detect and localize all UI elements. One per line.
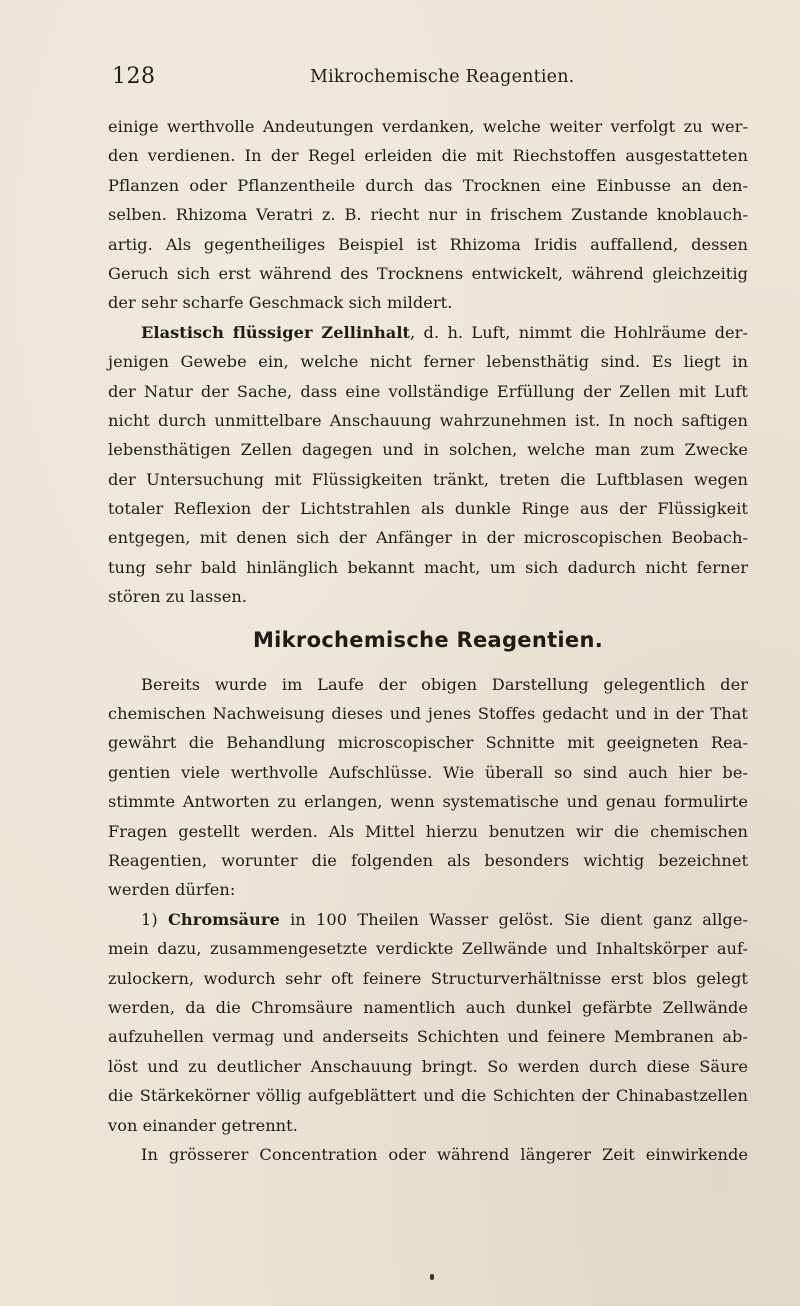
section-heading: Mikrochemische Reagentien. xyxy=(252,627,604,652)
text-line: gewährt die Behandlung microscopischer Schnitte mit geeigneten Rea- xyxy=(108,733,748,753)
text-line: zulockern, wodurch sehr oft feinere Structurverhältnisse erst blos gelegt xyxy=(108,968,748,988)
text-line: einige werthvolle Andeutungen verdanken, welche weiter verfolgt zu wer- xyxy=(108,117,748,136)
text-line: nicht durch unmittelbare Anschauung wahrzunehmen ist. In noch saftigen xyxy=(108,410,748,430)
text-line: jenigen Gewebe ein, welche nicht ferner lebensthätig sind. Es liegt in xyxy=(108,352,748,372)
text-line: der sehr scharfe Geschmack sich mildert. xyxy=(108,293,453,313)
text-line: chemischen Nachweisung dieses und jenes Stoffes gedacht und in der That xyxy=(108,704,748,724)
running-title: Mikrochemische Reagentien. xyxy=(310,67,575,87)
run-in-term: Elastisch flüssiger Zellinhalt xyxy=(141,322,411,342)
text-line: stören zu lassen. xyxy=(108,587,247,607)
text-line: entgegen, mit denen sich der Anfänger in der microscopischen Beobach- xyxy=(108,528,748,548)
text-line: mein dazu, zusammengesetzte verdickte Zellwände und Inhaltskörper auf- xyxy=(108,939,748,959)
text-line: Fragen gestellt werden. Als Mittel hierzu benutzen wir die chemischen xyxy=(108,821,748,841)
text-line: gentien viele werthvolle Aufschlüsse. Wie überall so sind auch hier be- xyxy=(108,762,748,782)
text-line: In grösserer Concentration oder während längerer Zeit einwirkende xyxy=(141,1144,748,1164)
text-line: Geruch sich erst während des Trocknens entwickelt, während gleichzeitig xyxy=(108,263,748,283)
text-line: der Natur der Sache, dass eine vollständige Erfüllung der Zellen mit Luft xyxy=(108,381,748,401)
text-line: aufzuhellen vermag und anderseits Schichten und feinere Membranen ab- xyxy=(108,1027,748,1047)
text-line: Elastisch flüssiger Zellinhalt, d. h. Luft, nimmt die Hohlräume der- xyxy=(141,322,748,342)
text-line: Reagentien, worunter die folgenden als besonders wichtig bezeichnet xyxy=(108,850,748,870)
text-line: 1) Chromsäure in 100 Theilen Wasser gelöst. Sie dient ganz allge- xyxy=(141,909,748,929)
run-in-term: Chromsäure xyxy=(168,909,280,929)
text-line: werden, da die Chromsäure namentlich auch dunkel gefärbte Zellwände xyxy=(108,997,748,1017)
text-line: totaler Reflexion der Lichtstrahlen als dunkle Ringe aus der Flüssigkeit xyxy=(108,499,748,519)
text-line: den verdienen. In der Regel erleiden die mit Riechstoffen ausgestatteten xyxy=(108,146,748,166)
text-line: Bereits wurde im Laufe der obigen Darstellung gelegentlich der xyxy=(141,674,748,694)
page-header xyxy=(112,64,712,98)
page-number: 128 xyxy=(112,64,156,89)
text-line: selben. Rhizoma Veratri z. B. riecht nur in frischem Zustande knoblauch- xyxy=(108,205,748,225)
text-line: löst und zu deutlicher Anschauung bringt. So werden durch diese Säure xyxy=(108,1056,748,1076)
text-line: die Stärkekörner völlig aufgeblättert und die Schichten der Chinabastzellen xyxy=(108,1086,748,1106)
footer-mark xyxy=(430,1274,434,1280)
text-line: werden dürfen: xyxy=(108,880,236,900)
body-text xyxy=(108,112,748,1169)
text-line: Pflanzen oder Pflanzentheile durch das Trocknen eine Einbusse an den- xyxy=(108,175,748,195)
text-line: lebensthätigen Zellen dagegen und in solchen, welche man zum Zwecke xyxy=(108,440,748,460)
text-line: artig. Als gegentheiliges Beispiel ist Rhizoma Iridis auffallend, dessen xyxy=(108,234,748,254)
text-line: der Untersuchung mit Flüssigkeiten tränkt, treten die Luftblasen wegen xyxy=(108,469,748,489)
text-line: tung sehr bald hinlänglich bekannt macht, um sich dadurch nicht ferner xyxy=(108,557,748,577)
text-line: stimmte Antworten zu erlangen, wenn systematische und genau formulirte xyxy=(108,792,748,812)
text-line: von einander getrennt. xyxy=(108,1115,298,1135)
